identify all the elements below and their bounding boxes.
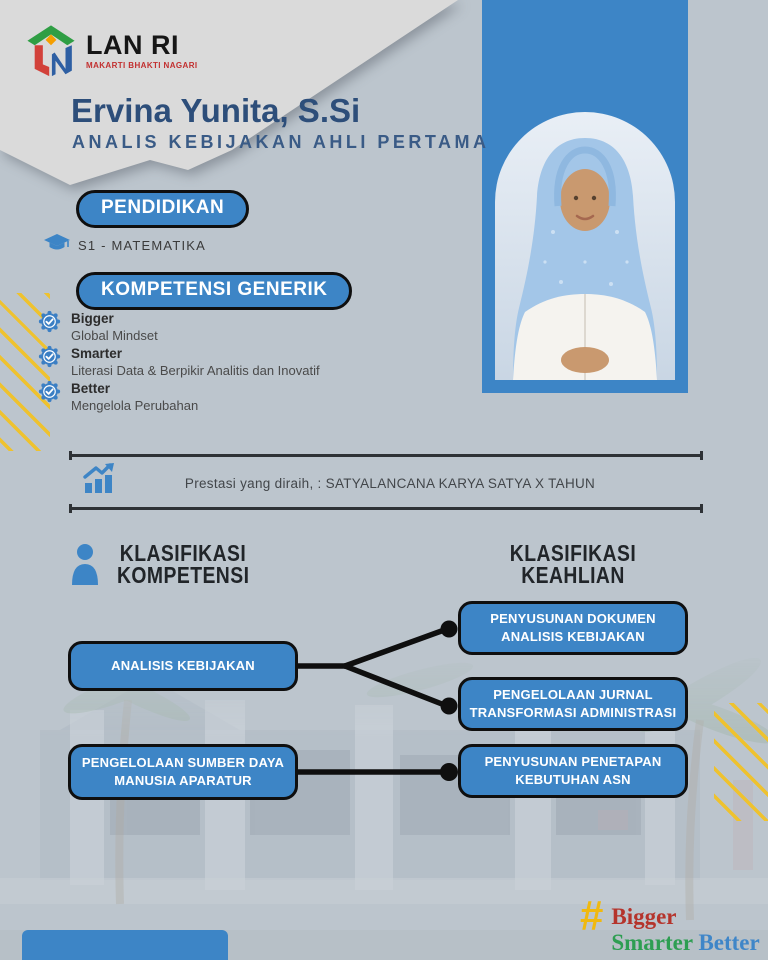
brand-name: LAN RI bbox=[86, 29, 179, 60]
competency-title: Bigger bbox=[71, 311, 114, 326]
bottom-accent-bar bbox=[22, 930, 228, 960]
graduation-cap-icon bbox=[44, 233, 70, 258]
hatch-decoration-right bbox=[714, 703, 768, 821]
generic-competency-heading-badge: KOMPETENSI GENERIK bbox=[76, 272, 352, 310]
competency-item bbox=[38, 345, 320, 379]
klasifikasi-kompetensi-heading bbox=[117, 539, 250, 589]
motto bbox=[580, 892, 760, 956]
kompetensi-item-box: PENGELOLAAN SUMBER DAYA MANUSIA APARATUR bbox=[68, 744, 298, 800]
education-heading-badge: PENDIDIKAN bbox=[76, 190, 249, 228]
achievement-text: Prestasi yang diraih, : SATYALANCANA KARYA SATYA X TAHUN bbox=[184, 476, 596, 491]
competency-desc: Literasi Data & Berpikir Analitis dan Inovatif bbox=[71, 363, 320, 378]
hashtag-icon: # bbox=[580, 892, 604, 939]
brand-tagline: MAKARTI BHAKTI NAGARI bbox=[86, 60, 198, 70]
photo-panel bbox=[482, 0, 688, 393]
competency-desc: Global Mindset bbox=[71, 328, 158, 343]
keahlian-item-box: PENGELOLAAN JURNAL TRANSFORMASI ADMINISTRASI bbox=[458, 677, 688, 731]
competency-item bbox=[38, 310, 158, 344]
heading-line: KLASIFIKASI bbox=[509, 539, 637, 567]
gear-check-badge-icon bbox=[38, 310, 61, 344]
divider-bottom bbox=[70, 507, 702, 510]
profile-name: Ervina Yunita, S.Si bbox=[71, 92, 361, 129]
keahlian-item-box: PENYUSUNAN DOKUMEN ANALISIS KEBIJAKAN bbox=[458, 601, 688, 655]
lan-ri-logo-icon bbox=[22, 18, 80, 83]
lan-ri-logo bbox=[22, 18, 198, 83]
competency-desc: Mengelola Perubahan bbox=[71, 398, 199, 413]
competency-item bbox=[38, 380, 198, 414]
education-row bbox=[44, 233, 206, 258]
person-icon bbox=[70, 543, 100, 590]
kompetensi-item-box: ANALISIS KEBIJAKAN bbox=[68, 641, 298, 691]
keahlian-item-box: PENYUSUNAN PENETAPAN KEBUTUHAN ASN bbox=[458, 744, 688, 798]
competency-title: Smarter bbox=[71, 346, 123, 361]
motto-word-better: Better bbox=[698, 930, 760, 955]
profile-photo bbox=[495, 112, 675, 380]
gear-check-badge-icon bbox=[38, 380, 61, 414]
profile-title: ANALIS KEBIJAKAN AHLI PERTAMA bbox=[72, 132, 490, 152]
divider-top bbox=[70, 454, 702, 457]
motto-word-smarter: Smarter bbox=[611, 930, 693, 955]
gear-check-badge-icon bbox=[38, 345, 61, 379]
heading-line: KLASIFIKASI bbox=[119, 539, 247, 567]
competency-title: Better bbox=[71, 381, 111, 396]
motto-word-bigger: Bigger bbox=[611, 904, 677, 929]
heading-line: KEAHLIAN bbox=[521, 561, 625, 589]
klasifikasi-keahlian-heading bbox=[472, 539, 674, 589]
education-degree: S1 - MATEMATIKA bbox=[78, 238, 207, 253]
heading-line: KOMPETENSI bbox=[117, 561, 250, 589]
